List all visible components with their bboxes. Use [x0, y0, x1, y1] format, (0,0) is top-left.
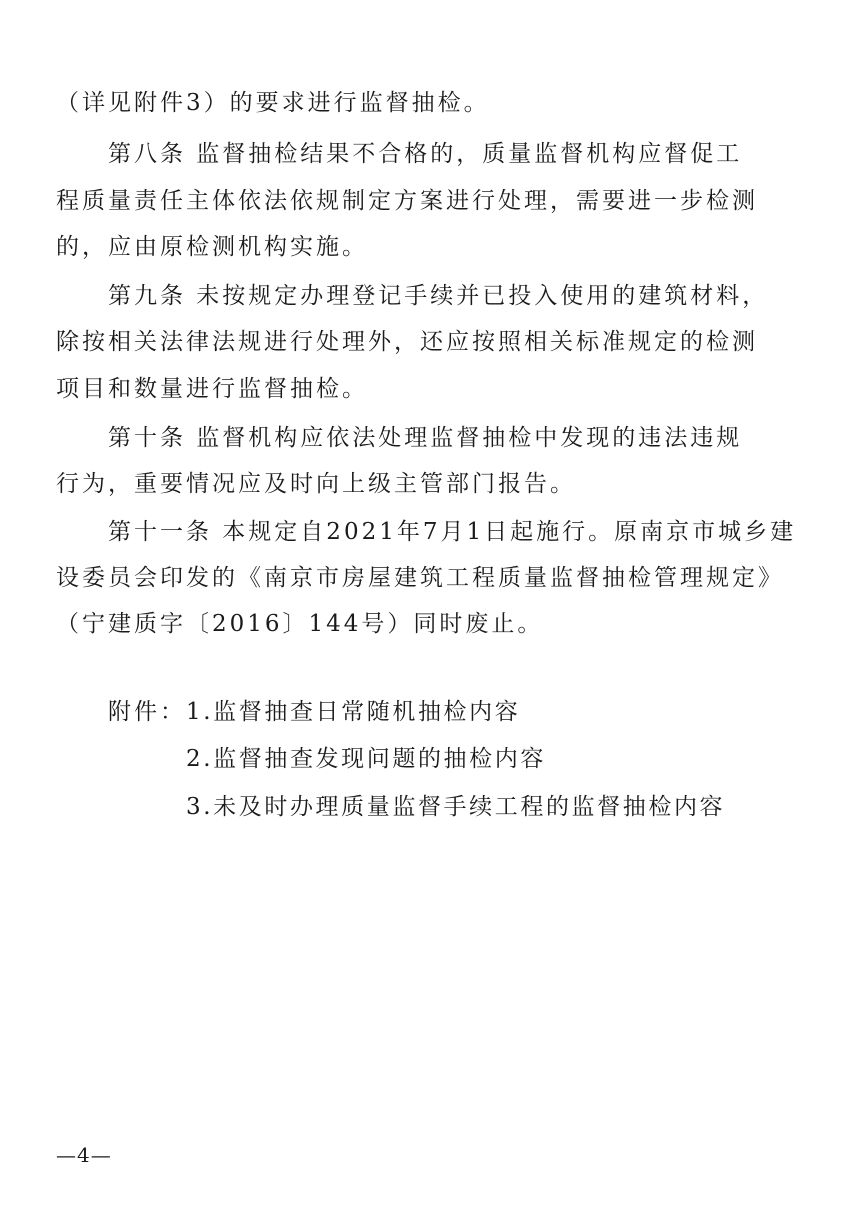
attachment-item: 3.未及时办理质量监督手续工程的监督抽检内容 [186, 794, 726, 820]
text-line: 行为，重要情况应及时向上级主管部门报告。 [56, 471, 576, 497]
article-11-line: 第十一条 本规定自2021年7月1日起施行。原南京市城乡建 [108, 519, 797, 545]
text-line: 的，应由原检测机构实施。 [56, 234, 368, 260]
article-10-line: 第十条 监督机构应依法处理监督抽检中发现的违法违规 [108, 425, 743, 451]
text-line: 除按相关法律法规进行处理外，还应按照相关标准规定的检测 [56, 329, 758, 355]
attachment-item: 1.监督抽查日常随机抽检内容 [186, 699, 521, 725]
text-line: （宁建质字〔2016〕144号）同时废止。 [56, 611, 544, 637]
text-line: （详见附件3）的要求进行监督抽检。 [56, 90, 490, 116]
attachment-item: 2.监督抽查发现问题的抽检内容 [186, 746, 546, 772]
text-line: 设委员会印发的《南京市房屋建筑工程质量监督抽检管理规定》 [56, 565, 784, 591]
article-9-line: 第九条 未按规定办理登记手续并已投入使用的建筑材料， [108, 283, 769, 309]
text-line: 程质量责任主体依法依规制定方案进行处理，需要进一步检测 [56, 188, 758, 214]
article-8-line: 第八条 监督抽检结果不合格的，质量监督机构应督促工 [108, 141, 743, 167]
text-line: 项目和数量进行监督抽检。 [56, 376, 368, 402]
page-number: —4— [56, 1143, 112, 1167]
attachments-label: 附件： [108, 699, 186, 725]
